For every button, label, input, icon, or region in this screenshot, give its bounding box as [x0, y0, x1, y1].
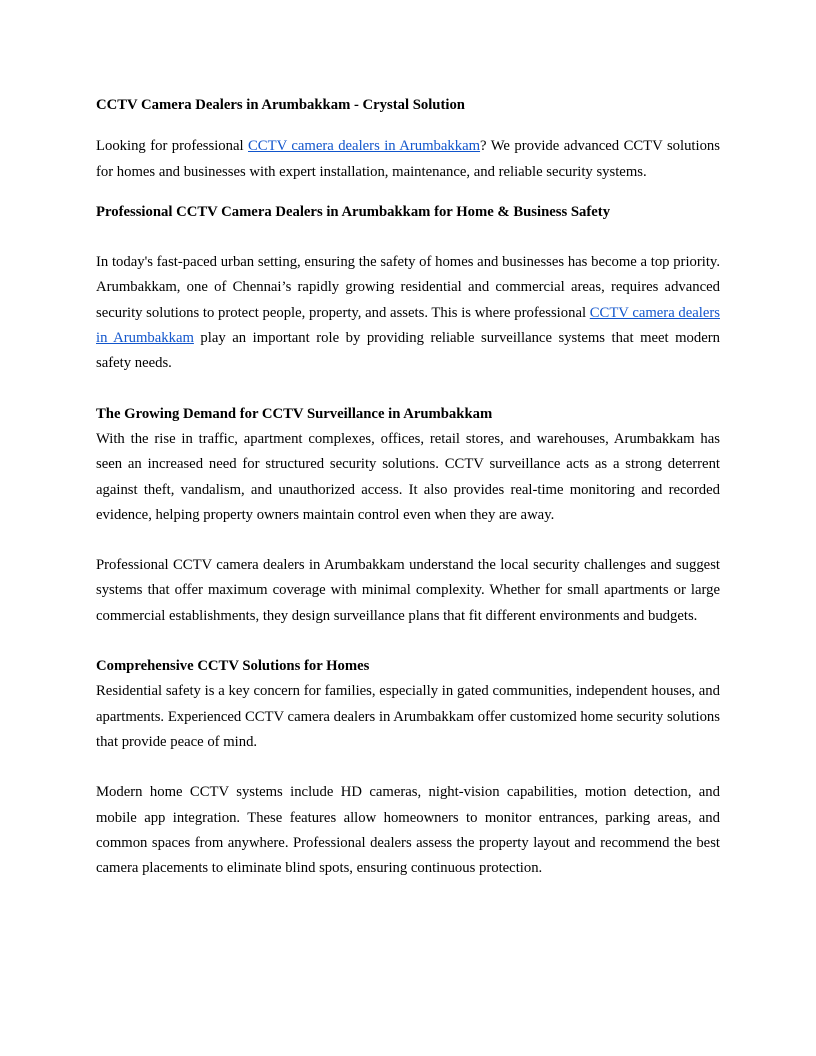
section3-paragraph-2: Modern home CCTV systems include HD cameras, night-vision capabilities, motion detection, and mobile app integration. These features allow homeowners to monitor entrances, parking areas, and common spaces from anywhere. Professional dealers assess the property layout and recommend the best camera placements to eliminate blind spots, ensuring continuous protection. [96, 784, 720, 877]
section1-paragraph [96, 250, 720, 376]
document-page [96, 93, 720, 881]
section1-text-after-link: play an important role by providing reliable surveillance systems that meet modern safety needs. [96, 330, 720, 372]
spacer [96, 377, 720, 402]
spacer [96, 225, 720, 250]
intro-text-before-link: Looking for professional [96, 138, 249, 155]
intro-paragraph [96, 134, 720, 185]
spacer [96, 629, 720, 654]
section-heading-home-solutions: Comprehensive CCTV Solutions for Homes [96, 658, 370, 675]
section2-paragraph-2: Professional CCTV camera dealers in Arumbakkam understand the local security challenges and suggest systems that offer maximum coverage with minimal complexity. Whether for small apartments or large commercial establishments, they design surveillance plans that fit different environments and budgets. [96, 557, 720, 624]
section-heading-growing-demand: The Growing Demand for CCTV Surveillance in Arumbakkam [96, 405, 493, 422]
document-title: CCTV Camera Dealers in Arumbakkam - Crystal Solution [96, 97, 465, 113]
section2-paragraph-1: With the rise in traffic, apartment complexes, offices, retail stores, and warehouses, Arumbakkam has seen an increased need for structured security solutions. CCTV surveillance acts as a strong deterrent against theft, vandalism, and unauthorized access. It also provides real-time monitoring and recorded evidence, helping property owners maintain control even when they are away. [96, 430, 720, 523]
section3-paragraph-1: Residential safety is a key concern for families, especially in gated communities, independent houses, and apartments. Experienced CCTV camera dealers in Arumbakkam offer customized home security solutions that provide peace of mind. [96, 683, 720, 750]
cctv-dealers-link-section1[interactable]: CCTV camera dealers in Arumbakkam [96, 304, 720, 347]
section-heading-professional-dealers: Professional CCTV Camera Dealers in Arumbakkam for Home & Business Safety [96, 203, 611, 220]
spacer [96, 755, 720, 780]
cctv-dealers-link-intro[interactable]: CCTV camera dealers in Arumbakkam [248, 138, 481, 155]
spacer [96, 528, 720, 553]
intro-text-after-link: ? We provide advanced CCTV solutions for homes and businesses with expert installation, maintenance, and reliable security systems. [96, 138, 720, 180]
section1-text-before-link: In today's fast-paced urban setting, ensuring the safety of homes and businesses has become a top priority. Arumbakkam, one of Chennai’s rapidly growing residential and commercial areas, requires advanced security solutions to protect people, property, and assets. This is where professional [96, 254, 720, 321]
